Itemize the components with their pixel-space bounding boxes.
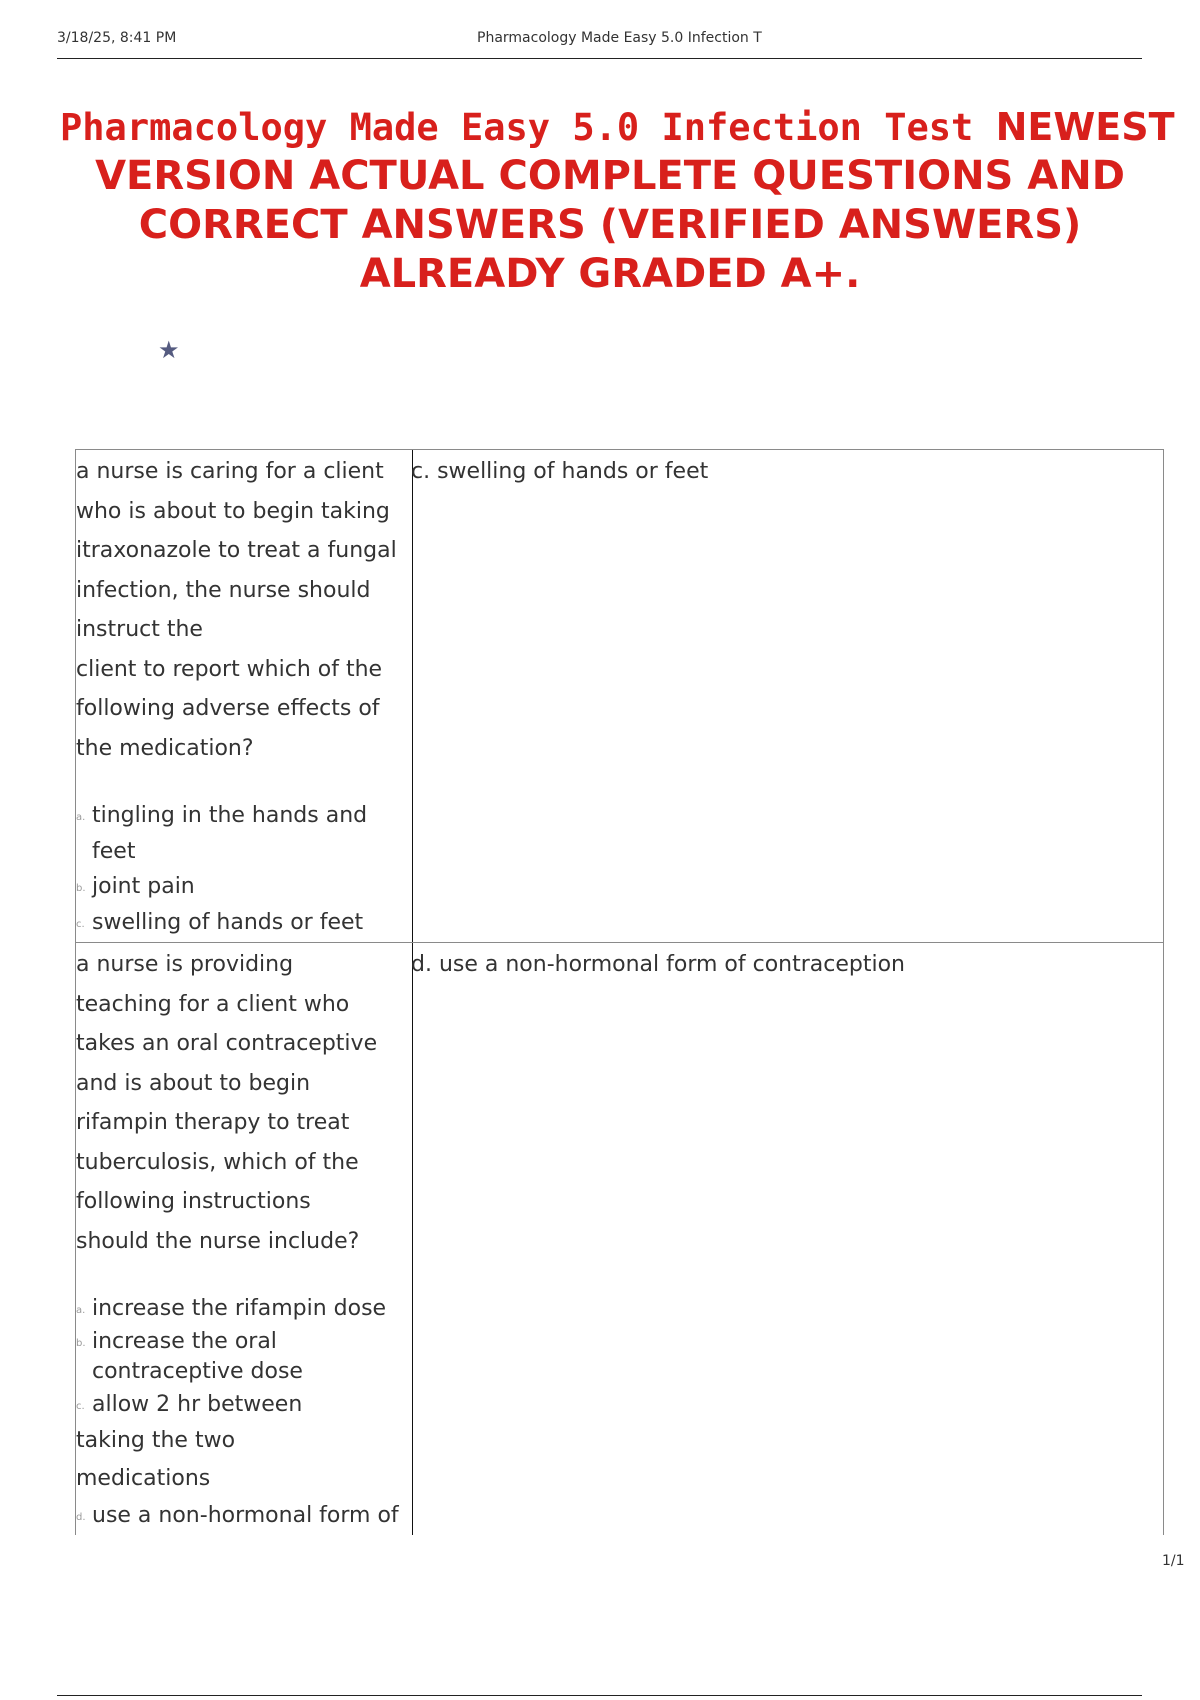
option-text: increase the oral xyxy=(92,1328,277,1354)
stem-line: teaching for a client who xyxy=(76,991,350,1017)
option-a xyxy=(76,1291,412,1327)
title-line-4: ALREADY GRADED A+. xyxy=(359,251,861,297)
stem-line: infection, the nurse should xyxy=(76,577,371,603)
stem-line: the medication? xyxy=(76,735,254,761)
option-c xyxy=(76,905,412,941)
stem-line: following instructions xyxy=(76,1189,311,1214)
stem-line: takes an oral contraceptive xyxy=(76,1031,378,1056)
option-marker: b. xyxy=(76,883,86,894)
option-marker: a. xyxy=(76,812,86,823)
option-marker: b. xyxy=(76,1337,86,1349)
option-text xyxy=(92,940,305,942)
stem-line: should the nurse include? xyxy=(76,1228,360,1254)
option-d xyxy=(76,940,412,942)
option-marker: a. xyxy=(76,1305,86,1316)
answer-text: c. swelling of hands or feet xyxy=(411,459,709,484)
question-stem xyxy=(76,945,412,1261)
footer-rule xyxy=(57,1695,1142,1696)
stem-line: client to report which of the xyxy=(76,656,383,682)
stem-line: tuberculosis, which of the xyxy=(76,1149,359,1175)
stem-line: rifampin therapy to treat xyxy=(76,1110,350,1135)
option-text: joint pain xyxy=(92,874,195,899)
print-header xyxy=(57,28,1142,59)
stem-line: itraxonazole to treat a fungal xyxy=(76,538,397,563)
option-marker: c. xyxy=(76,1400,85,1412)
question-cell xyxy=(76,450,413,942)
option-marker: d. xyxy=(76,1512,86,1523)
answer-text: d. use a non-hormonal form of contraception xyxy=(411,952,906,977)
stem-line: following adverse effects of xyxy=(76,696,380,721)
title-line-1-mono: Pharmacology Made Easy 5.0 Infection Test xyxy=(60,106,974,149)
title-line-1-rest: NEWEST xyxy=(995,105,1175,149)
option-continued-line: medications xyxy=(76,1466,211,1491)
stem-line: a nurse is caring for a client xyxy=(76,459,384,484)
qa-row xyxy=(76,943,1163,1535)
stem-line: who is about to begin taking xyxy=(76,498,390,524)
qa-row xyxy=(76,450,1163,943)
title-line-2: VERSION ACTUAL COMPLETE QUESTIONS AND xyxy=(95,153,1125,199)
option-b xyxy=(76,1327,412,1387)
option-text: use a non-hormonal form of xyxy=(92,1503,399,1528)
option-list xyxy=(76,1291,412,1534)
option-text: tingling in the hands and feet xyxy=(92,803,368,864)
stem-line: and is about to begin xyxy=(76,1070,311,1096)
stem-line: a nurse is providing xyxy=(76,952,294,977)
option-marker: c. xyxy=(76,918,85,930)
option-text: swelling of hands or feet xyxy=(92,909,364,935)
option-text: increase the rifampin dose xyxy=(92,1296,387,1321)
title-line-3: CORRECT ANSWERS (VERIFIED ANSWERS) xyxy=(138,202,1082,248)
option-c-continued xyxy=(76,1422,412,1498)
answer-cell xyxy=(411,950,1163,980)
page-number: 1/1 xyxy=(1162,1553,1185,1569)
stem-line: instruct the xyxy=(76,617,203,642)
option-c xyxy=(76,1387,412,1423)
option-text-continued: contraceptive dose xyxy=(92,1358,303,1384)
option-a xyxy=(76,798,412,869)
option-d xyxy=(76,1498,412,1534)
option-continued-line: taking the two xyxy=(76,1428,236,1453)
title-line-1 xyxy=(60,103,1175,152)
print-doc-title: Pharmacology Made Easy 5.0 Infection T xyxy=(477,30,762,46)
document-title xyxy=(60,103,1175,299)
qa-table xyxy=(75,449,1164,1535)
option-list xyxy=(76,798,412,942)
option-text: allow 2 hr between xyxy=(92,1391,303,1417)
answer-cell xyxy=(411,457,1163,487)
print-datetime: 3/18/25, 8:41 PM xyxy=(57,30,177,46)
question-stem xyxy=(76,452,412,768)
star-icon: ★ xyxy=(158,336,180,364)
question-cell xyxy=(76,943,413,1535)
option-b xyxy=(76,869,412,905)
